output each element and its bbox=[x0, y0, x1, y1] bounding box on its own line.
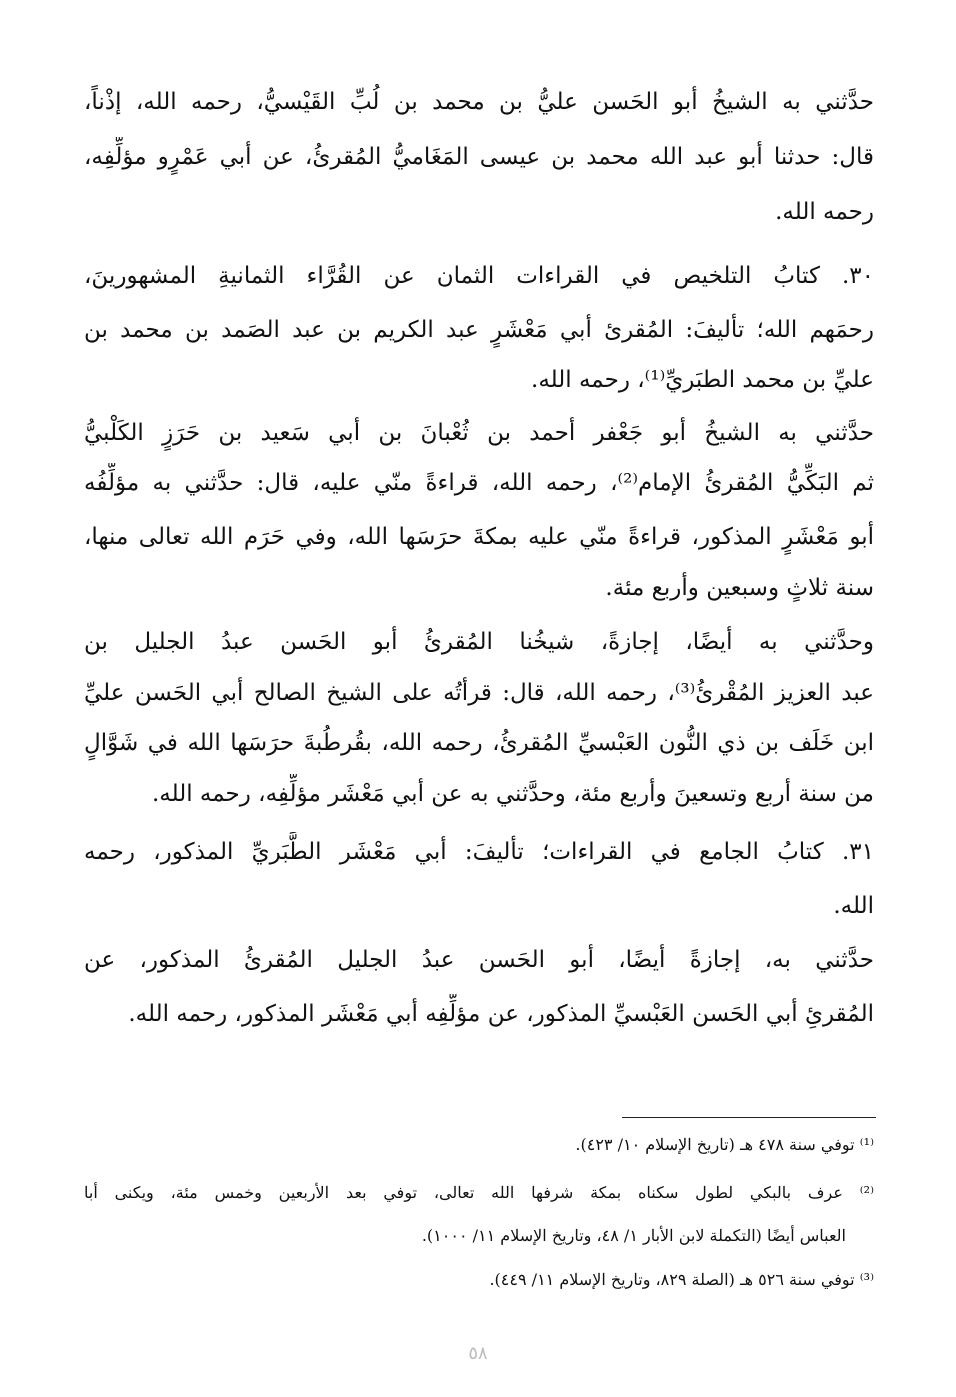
footnote-3: ⁽³⁾ توفي سنة ٥٢٦ هـ (الصلة ٨٢٩، وتاريخ الإسلام ١١/ ٤٤٩). bbox=[489, 1270, 874, 1289]
entry-heading-31: ٣١. كتابُ الجامع في القراءات؛ تأليفَ: أبي مَعْشَر الطَّبَريِّ المذكور، رحمه bbox=[84, 839, 874, 865]
text-line: قال: حدثنا أبو عبد الله محمد بن عيسى المَغَاميُّ المُقرئُ، عن أبي عَمْرٍو مؤلِّفِه، bbox=[84, 144, 874, 170]
text-line: حدَّثني به الشيخُ أبو جَعْفر أحمد بن ثُعْبانَ بن أبي سَعيد بن حَرَزٍ الكَلْبيُّ bbox=[84, 420, 874, 446]
text-line: عليِّ بن محمد الطبَريِّ⁽¹⁾، رحمه الله. bbox=[531, 367, 874, 393]
footnote-2: ⁽²⁾ عرف بالبكي لطول سكناه بمكة شرفها الله تعالى، توفي بعد الأربعين وخمس مئة، ويكنى أبا bbox=[84, 1183, 874, 1202]
page-number: ٥٨ bbox=[468, 1343, 488, 1364]
text-line: أبو مَعْشَرٍ المذكور، قراءةً منّي عليه بمكةَ حرَسَها الله، وفي حَرَم الله تعالى منها، bbox=[84, 524, 874, 550]
footnote-separator bbox=[622, 1117, 876, 1118]
text-line: الله. bbox=[833, 893, 874, 919]
text-line: ابن خَلَف بن ذي النُّون العَبْسيِّ المُقرئُ، رحمه الله، بقُرطُبةَ حرَسَها الله في شَوَّالٍ bbox=[84, 730, 874, 756]
footnote-1: ⁽¹⁾ توفي سنة ٤٧٨ هـ (تاريخ الإسلام ١٠/ ٤٢٣). bbox=[575, 1135, 874, 1154]
text-line: سنة ثلاثٍ وسبعين وأربع مئة. bbox=[605, 575, 874, 601]
text-line: المُقرئِ أبي الحَسن العَبْسيِّ المذكور، عن مؤلِّفِه أبي مَعْشَر المذكور، رحمه الله. bbox=[128, 1001, 874, 1027]
text-line: رحمَهم الله؛ تأليفَ: المُقرئ أبي مَعْشَرٍ عبد الكريم بن عبد الصَمد بن محمد بن bbox=[84, 317, 874, 343]
text-line: حدَّثني به الشيخُ أبو الحَسن عليُّ بن محمد بن لُبِّ القَيْسيُّ، رحمه الله، إذْناً، bbox=[84, 89, 874, 115]
text-line: ثم البَكِّيُّ المُقرئُ الإمام⁽²⁾، رحمه الله، قراءةً منّي عليه، قال: حدَّثني به مؤلِّفُه bbox=[84, 470, 874, 496]
text-line: وحدَّثني به أيضًا، إجازةً، شيخُنا المُقرئُ أبو الحَسن عبدُ الجليل بن bbox=[84, 629, 874, 655]
entry-heading-30: ٣٠. كتابُ التلخيص في القراءات الثمان عن القُرَّاء الثمانيةِ المشهورينَ، bbox=[84, 263, 874, 289]
text-line: رحمه الله. bbox=[775, 199, 874, 225]
text-line: عبد العزيز المُقْرئُ⁽³⁾، رحمه الله، قال: قرأتُه على الشيخ الصالح أبي الحَسن عليِّ bbox=[84, 680, 874, 706]
text-line: من سنة أربع وتسعينَ وأربع مئة، وحدَّثني به عن أبي مَعْشَر مؤلِّفِه، رحمه الله. bbox=[151, 781, 874, 807]
text-line: حدَّثني به، إجازةً أيضًا، أبو الحَسن عبدُ الجليل المُقرئُ المذكور، عن bbox=[84, 947, 874, 973]
footnote-2-continued: العباس أيضًا (التكملة لابن الأبار ١/ ٤٨، وتاريخ الإسلام ١١/ ١٠٠٠). bbox=[421, 1226, 846, 1245]
